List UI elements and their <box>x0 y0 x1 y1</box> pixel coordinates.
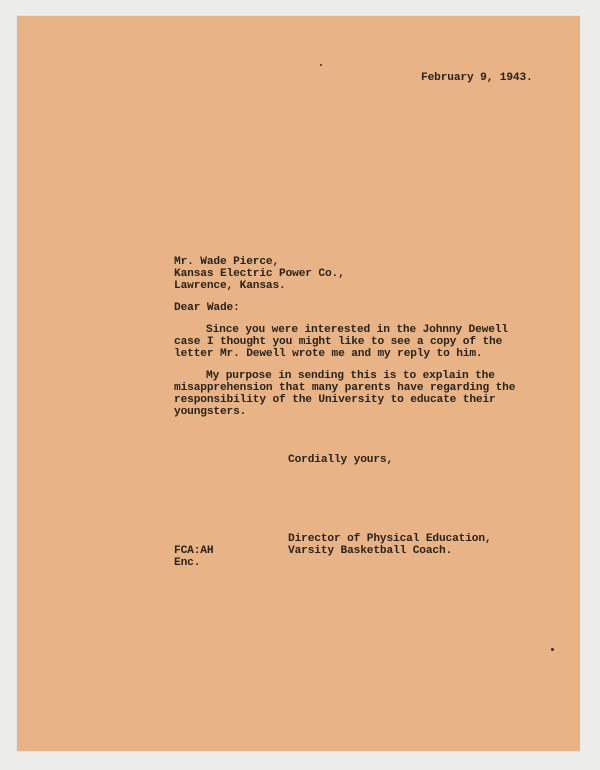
reference-initials: FCA:AH <box>174 545 214 557</box>
signature-title-line2: Varsity Basketball Coach. <box>288 545 453 557</box>
paragraph1-line2: case I thought you might like to see a copy of the <box>174 336 503 348</box>
signature-title-line1: Director of Physical Education, <box>288 533 492 545</box>
letter-date: February 9, 1943. <box>421 72 533 84</box>
paper-speck <box>320 64 322 66</box>
recipient-name: Mr. Wade Pierce, <box>174 256 280 268</box>
paragraph2-line3: responsibility of the University to educate their <box>174 394 496 406</box>
paragraph2-line1: My purpose in sending this is to explain the <box>206 370 495 382</box>
paragraph2-line4: youngsters. <box>174 406 247 418</box>
recipient-city: Lawrence, Kansas. <box>174 280 286 292</box>
paragraph1-line3: letter Mr. Dewell wrote me and my reply to him. <box>174 348 483 360</box>
paragraph1-line1: Since you were interested in the Johnny Dewell <box>206 324 508 336</box>
paper-speck <box>551 648 554 651</box>
enclosure-note: Enc. <box>174 557 201 569</box>
recipient-company: Kansas Electric Power Co., <box>174 268 345 280</box>
paragraph2-line2: misapprehension that many parents have regarding the <box>174 382 516 394</box>
closing: Cordially yours, <box>288 454 394 466</box>
salutation: Dear Wade: <box>174 302 240 314</box>
